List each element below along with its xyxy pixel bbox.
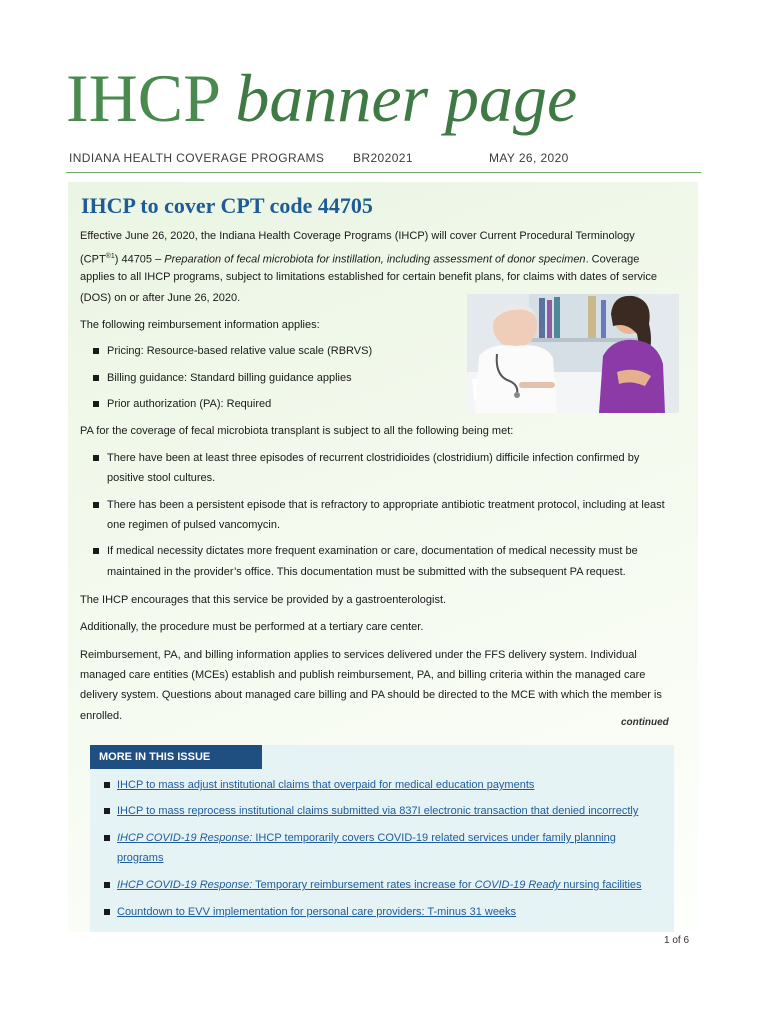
- bullet-square-icon: [93, 375, 99, 381]
- intro-line-4: (DOS) on or after June 26, 2020.: [80, 292, 241, 304]
- mce-paragraph-line-1: Reimbursement, PA, and billing information applies to services delivered under the FFS delivery system. Individual: [80, 649, 637, 661]
- gastroenterologist-paragraph: The IHCP encourages that this service be provided by a gastroenterologist.: [80, 594, 447, 606]
- mce-paragraph-line-2: managed care entities (MCEs) establish and publish reimbursement, PA, and billing criteria within the managed care: [80, 669, 646, 681]
- page-number: 1 of 6: [664, 935, 690, 946]
- pa-criteria-lead: PA for the coverage of fecal microbiota transplant is subject to all the following being met:: [80, 425, 514, 437]
- link-nursing-facility-rates[interactable]: IHCP COVID-19 Response: Temporary reimbursement rates increase for COVID-19 Ready nursing facilities: [117, 879, 642, 891]
- mce-paragraph-line-3: delivery system. Questions about managed care billing and PA should be directed to the MCE with which the member is: [80, 689, 662, 701]
- bullet-square-icon: [93, 548, 99, 554]
- link-mass-reprocess-claims[interactable]: IHCP to mass reprocess institutional claims submitted via 837I electronic transaction that denied incorrectly: [117, 805, 639, 817]
- bullet-square-icon: [93, 502, 99, 508]
- mce-paragraph-line-4: enrolled.: [80, 710, 123, 722]
- link-family-planning-covid[interactable]: IHCP COVID-19 Response: IHCP temporarily covers COVID-19 related services under family planning: [117, 832, 616, 844]
- bullet-square-icon: [104, 808, 110, 814]
- link-evv-countdown[interactable]: Countdown to EVV implementation for personal care providers: T-minus 31 weeks: [117, 906, 517, 918]
- bullet-square-icon: [104, 782, 110, 788]
- link-family-planning-covid-line-2[interactable]: programs: [117, 852, 164, 864]
- pa-item-2-line-2: one regimen of pulsed vancomycin.: [107, 519, 281, 531]
- bullet-square-icon: [104, 909, 110, 915]
- masthead-title: IHCP banner page: [66, 60, 578, 136]
- bullet-square-icon: [93, 455, 99, 461]
- list-item-pricing: Pricing: Resource-based relative value scale (RBRVS): [107, 345, 373, 357]
- doctor-patient-photo: [467, 294, 679, 413]
- article-headline: IHCP to cover CPT code 44705: [81, 193, 373, 218]
- pa-item-2-line-1: There has been a persistent episode that is refractory to appropriate antibiotic treatment protocol, including at least: [107, 499, 665, 511]
- intro-line-3: applies to all IHCP programs, subject to limitations established for certain benefit plans, for claims with dates of service: [80, 271, 657, 283]
- continued-label: continued: [621, 717, 669, 728]
- photo-illustration: [467, 294, 679, 413]
- bullet-square-icon: [104, 882, 110, 888]
- pa-item-3-line-1: If medical necessity dictates more frequent examination or care, documentation of medical necessity must be: [107, 545, 638, 557]
- pa-item-3-line-2: maintained in the provider’s office. This documentation must be submitted with the subsequent PA request.: [107, 566, 626, 578]
- reimbursement-lead: The following reimbursement information applies:: [80, 319, 320, 331]
- header-rule: [66, 172, 701, 173]
- bullet-square-icon: [93, 401, 99, 407]
- bulletin-code: BR202021: [353, 151, 413, 165]
- bullet-square-icon: [93, 348, 99, 354]
- issue-date: MAY 26, 2020: [489, 151, 569, 165]
- org-name: INDIANA HEALTH COVERAGE PROGRAMS: [69, 151, 325, 165]
- list-item-billing: Billing guidance: Standard billing guidance applies: [107, 372, 352, 384]
- bullet-square-icon: [104, 835, 110, 841]
- pa-item-1-line-2: positive stool cultures.: [107, 472, 216, 484]
- link-mass-adjust-claims[interactable]: IHCP to mass adjust institutional claims that overpaid for medical education payments: [117, 779, 535, 791]
- list-item-pa: Prior authorization (PA): Required: [107, 398, 272, 410]
- pa-item-1-line-1: There have been at least three episodes of recurrent clostridioides (clostridium) difficile infection confirmed by: [107, 452, 640, 464]
- tertiary-care-paragraph: Additionally, the procedure must be performed at a tertiary care center.: [80, 621, 424, 633]
- more-in-this-issue-title: MORE IN THIS ISSUE: [90, 745, 262, 769]
- intro-line-1: Effective June 26, 2020, the Indiana Health Coverage Programs (IHCP) will cover Current Procedural Terminology: [80, 230, 635, 242]
- intro-line-2: $(CPT^{®1})$ 44705 – Preparation of fecal microbiota for instillation, including assessment of donor specimen. Coverage: [80, 253, 640, 266]
